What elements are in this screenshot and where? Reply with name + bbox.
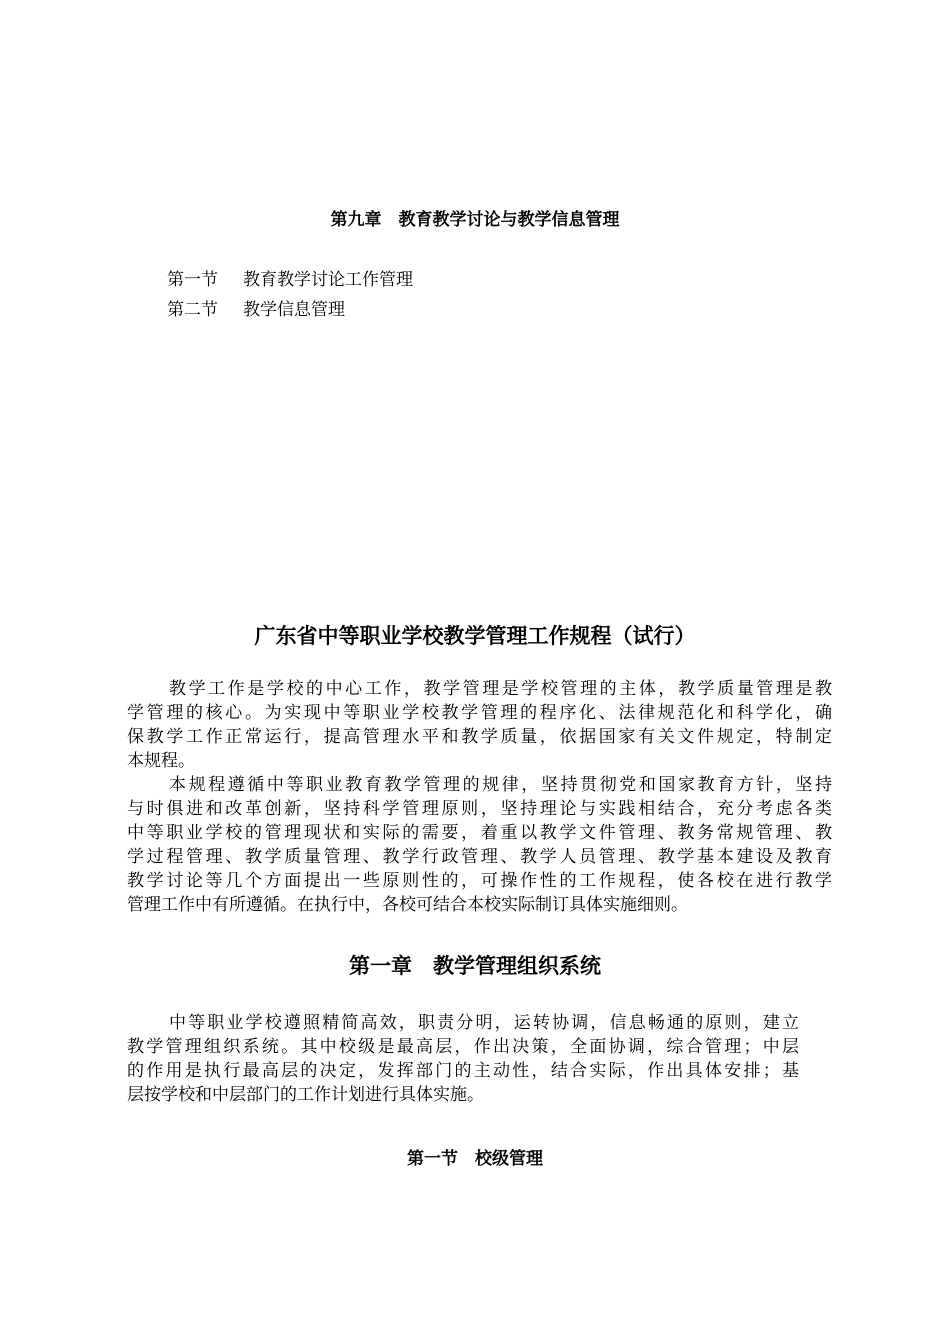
paragraph-line: 学管理的核心。为实现中等职业学校教学管理的程序化、法律规范化和科学化，确	[127, 703, 832, 723]
paragraph-line: 中等职业学校遵照精简高效，职责分明，运转协调，信息畅通的原则，建立	[169, 1013, 799, 1033]
paragraph-line: 与时俱进和改革创新，坚持科学管理原则，坚持理论与实践相结合，充分考虑各类	[127, 799, 832, 819]
toc-section-number: 第二节	[167, 300, 218, 320]
paragraph-line: 层按学校和中层部门的工作计划进行具体实施。	[127, 1085, 484, 1105]
toc-entry-section-2	[167, 295, 345, 320]
paragraph-line: 本规程遵循中等职业教育教学管理的规律，坚持贯彻党和国家教育方针，坚持	[169, 775, 832, 795]
section-1-heading: 第一节 校级管理	[407, 1149, 543, 1169]
chapter-1-paragraph	[127, 1011, 799, 1107]
paragraph-line: 教学工作是学校的中心工作，教学管理是学校管理的主体，教学质量管理是教	[169, 679, 832, 699]
intro-paragraphs	[127, 677, 832, 917]
paragraph-line: 的作用是执行最高层的决定，发挥部门的主动性，结合实际，作出具体安排；基	[127, 1061, 799, 1081]
chapter-9-heading: 第九章 教育教学讨论与教学信息管理	[330, 210, 620, 230]
toc-section-title: 教学信息管理	[243, 300, 345, 320]
document-title: 广东省中等职业学校教学管理工作规程（试行）	[254, 624, 696, 648]
paragraph-line: 本规程。	[127, 751, 195, 771]
paragraph-line: 学过程管理、教学质量管理、教学行政管理、教学人员管理、教学基本建设及教育	[127, 847, 832, 867]
paragraph-line: 保教学工作正常运行，提高管理水平和教学质量，依据国家有关文件规定，特制定	[127, 727, 832, 747]
toc-section-title: 教育教学讨论工作管理	[243, 270, 413, 290]
paragraph-line: 管理工作中有所遵循。在执行中，各校可结合本校实际制订具体实施细则。	[127, 895, 688, 915]
paragraph-line: 教学讨论等几个方面提出一些原则性的，可操作性的工作规程，使各校在进行教学	[127, 871, 832, 891]
toc-section-number: 第一节	[167, 270, 218, 290]
chapter-1-heading: 第一章 教学管理组织系统	[349, 954, 601, 978]
paragraph-line: 中等职业学校的管理现状和实际的需要，着重以教学文件管理、教务常规管理、教	[127, 823, 832, 843]
paragraph-line: 教学管理组织系统。其中校级是最高层，作出决策，全面协调，综合管理；中层	[127, 1037, 799, 1057]
toc-entry-section-1	[167, 265, 413, 290]
